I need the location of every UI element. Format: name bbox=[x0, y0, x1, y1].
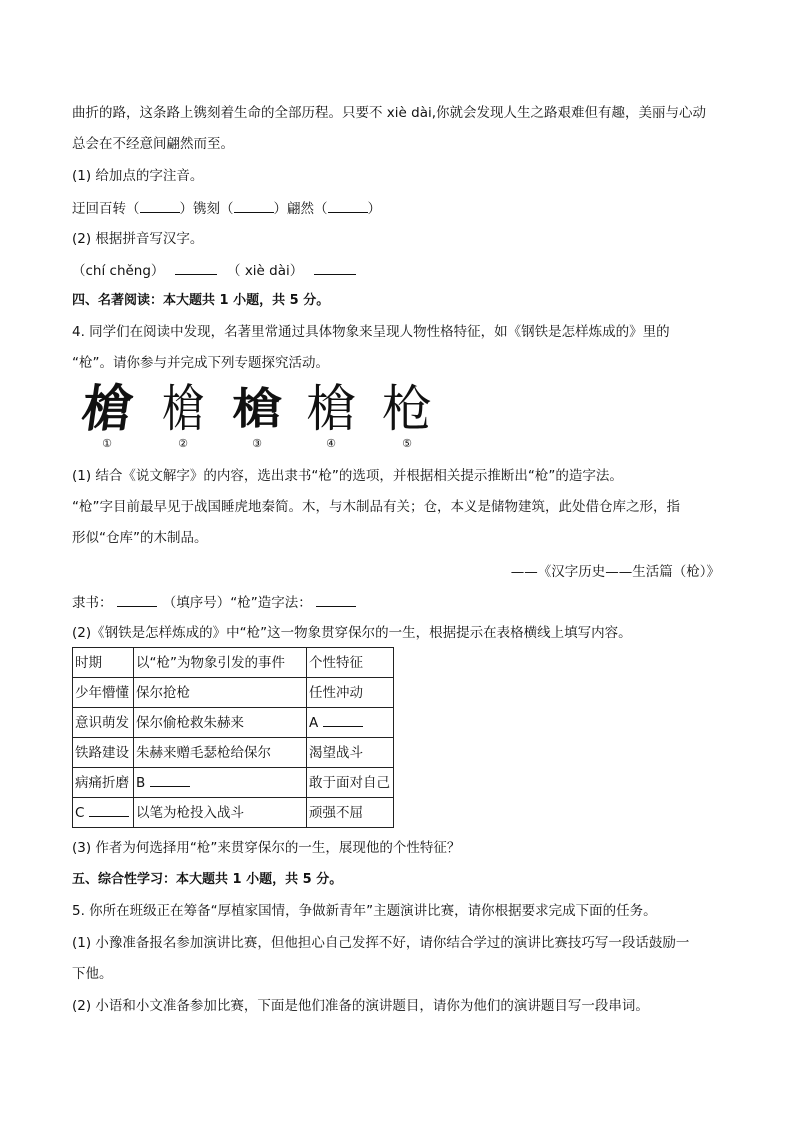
section5-title: 五、综合性学习：本大题共 1 小题，共 5 分。 bbox=[72, 872, 343, 887]
pinyin-1: （chí chěng） bbox=[72, 263, 165, 279]
answer-blank[interactable] bbox=[234, 198, 274, 213]
q5-sub1-line2: 下他。 bbox=[72, 966, 113, 982]
glyph-char: 槍 bbox=[232, 383, 282, 434]
q3-pinyin-items bbox=[72, 198, 381, 219]
q4-passage-2: 形似“仓库”的木制品。 bbox=[72, 530, 208, 546]
q4-sub1: (1) 结合《说文解字》的内容，选出隶书“枪”的选项，并根据相关提示推断出“枪”的造字法。 bbox=[72, 468, 623, 484]
glyph-number: ④ bbox=[326, 437, 336, 450]
table-row bbox=[73, 798, 394, 828]
glyph-number: ② bbox=[178, 437, 188, 450]
q3-item-4: ） bbox=[367, 201, 381, 217]
table-cell: 朱赫来赠毛瑟枪给保尔 bbox=[134, 738, 307, 768]
para1-line1: 曲折的路，这条路上镌刻着生命的全部历程。只要不 xiè dài,你就会发现人生之路艰难但有趣，美丽与心动 bbox=[72, 105, 707, 121]
table-cell: 顽强不屈 bbox=[307, 798, 394, 828]
table-cell: 少年懵懂 bbox=[73, 678, 134, 708]
q5-intro: 5. 你所在班级正在筹备“厚植家国情，争做新青年”主题演讲比赛，请你根据要求完成下面的任务。 bbox=[72, 903, 657, 919]
table-cell: 保尔抢枪 bbox=[134, 678, 307, 708]
q3-item-1: 迂回百转（ bbox=[72, 201, 140, 217]
cell-label: B bbox=[136, 775, 146, 791]
calligraphy-glyphs bbox=[72, 379, 492, 457]
table-row bbox=[73, 738, 394, 768]
q4-sub3: (3) 作者为何选择用“枪”来贯穿保尔的一生，展现他的个性特征？ bbox=[72, 840, 461, 856]
q3-hanzi-items bbox=[72, 260, 356, 281]
answer-blank[interactable] bbox=[140, 198, 180, 213]
table-cell: 意识萌发 bbox=[73, 708, 134, 738]
table-cell bbox=[134, 768, 307, 798]
answer-blank[interactable] bbox=[314, 260, 356, 275]
glyph-number: ③ bbox=[252, 437, 262, 450]
answer-blank[interactable] bbox=[323, 712, 363, 727]
q3-sub2: (2) 根据拼音写汉字。 bbox=[72, 231, 204, 247]
q3-sub1: (1) 给加点的字注音。 bbox=[72, 168, 204, 184]
passage-source: ——《汉字历史——生活篇（枪）》 bbox=[510, 564, 720, 580]
table-cell bbox=[307, 708, 394, 738]
glyph-number: ⑤ bbox=[402, 437, 412, 450]
table-row bbox=[73, 768, 394, 798]
table-cell: 病痛折磨 bbox=[73, 768, 134, 798]
q4-answer-line bbox=[72, 592, 356, 613]
answer-blank[interactable] bbox=[328, 198, 368, 213]
q4-intro-2: “枪”。请你参与并完成下列专题探究活动。 bbox=[72, 355, 329, 371]
table-row bbox=[73, 708, 394, 738]
table-cell bbox=[73, 798, 134, 828]
cell-label: C bbox=[75, 805, 85, 821]
table-cell: 渴望战斗 bbox=[307, 738, 394, 768]
para1-line2: 总会在不经意间翩然而至。 bbox=[72, 136, 234, 152]
glyph-char: 槍 bbox=[306, 380, 356, 438]
answer-label-2: （填序号）“枪”造字法： bbox=[162, 595, 312, 611]
q5-sub2: (2) 小语和小文准备参加比赛，下面是他们准备的演讲题目，请你为他们的演讲题目写一段串词。 bbox=[72, 998, 649, 1014]
q3-item-2: ）镌刻（ bbox=[179, 201, 234, 217]
table-cell: 以笔为枪投入战斗 bbox=[134, 798, 307, 828]
answer-blank[interactable] bbox=[316, 592, 356, 607]
answer-blank[interactable] bbox=[89, 802, 129, 817]
pinyin-2: （ xiè dài） bbox=[227, 263, 304, 279]
table-cell: 任性冲动 bbox=[307, 678, 394, 708]
glyph-option-5 bbox=[372, 382, 442, 452]
glyph-char: 槍 bbox=[161, 380, 205, 438]
table-cell: 保尔偷枪救朱赫来 bbox=[134, 708, 307, 738]
q5-sub1-line1: (1) 小豫准备报名参加演讲比赛，但他担心自己发挥不好，请你结合学过的演讲比赛技巧写一段话鼓励一 bbox=[72, 935, 690, 951]
q4-intro-1: 4. 同学们在阅读中发现，名著里常通过具体物象来呈现人物性格特征，如《钢铁是怎样炼成的》里的 bbox=[72, 324, 670, 340]
q4-passage-1: “枪”字目前最早见于战国睡虎地秦简。木，与木制品有关；仓，本义是储物建筑，此处借仓库之形，指 bbox=[72, 499, 680, 515]
answer-label-1: 隶书： bbox=[72, 595, 113, 611]
table-header: 个性特征 bbox=[307, 648, 394, 678]
events-table bbox=[72, 647, 394, 828]
table-cell: 敢于面对自己 bbox=[307, 768, 394, 798]
section4-title: 四、名著阅读：本大题共 1 小题，共 5 分。 bbox=[72, 293, 330, 308]
glyph-number: ① bbox=[102, 437, 112, 450]
glyph-char: 槍 bbox=[77, 379, 137, 438]
q4-sub2: (2)《钢铁是怎样炼成的》中“枪”这一物象贯穿保尔的一生，根据提示在表格横线上填写内容。 bbox=[72, 625, 632, 641]
cell-label: A bbox=[309, 715, 319, 731]
table-cell: 铁路建设 bbox=[73, 738, 134, 768]
glyph-option-1 bbox=[72, 379, 142, 452]
table-header: 时期 bbox=[73, 648, 134, 678]
table-row bbox=[73, 678, 394, 708]
q3-item-3: ）翩然（ bbox=[273, 201, 328, 217]
table-header-row bbox=[73, 648, 394, 678]
answer-blank[interactable] bbox=[175, 260, 217, 275]
glyph-option-3 bbox=[222, 382, 292, 452]
glyph-option-2 bbox=[148, 382, 218, 452]
glyph-option-4 bbox=[296, 382, 366, 452]
answer-blank[interactable] bbox=[117, 592, 157, 607]
glyph-char: 枪 bbox=[382, 380, 432, 438]
answer-blank[interactable] bbox=[150, 772, 190, 787]
table-header: 以“枪”为物象引发的事件 bbox=[134, 648, 307, 678]
